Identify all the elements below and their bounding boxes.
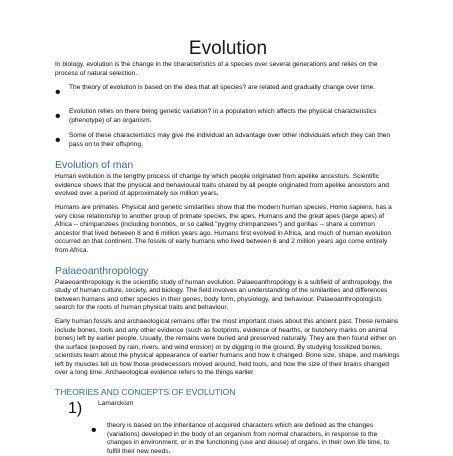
bullet-item: [55, 132, 401, 150]
section-paragraph: Early human fossils and archaeological remains offer the most important clues about this ancient past. These remains include bones, tools and any other evidence (such as footprints, evidence of hearths, or butchery marks on animal bones) left by earlier people. Usually, the remains were buried and preserved naturally. They are then found either on the surface (exposed by rain, rivers, and wind erosion) or by digging in the ground. By studying fossilized bones, scientists learn about the physical appearance of earlier humans and how it changed. Bone size, shape, and markings left by muscles tell us how those predecessors moved around, held tools, and how the size of their brains changed over a long time. Archaeological evidence refers to the things earlier: [55, 317, 400, 377]
sub-bullet-text: theory is based on the inheritance of acquired characters which are defined as the changes (variations) developed in the body of an organism from normal characters, in response to the changes in environment, or in the functioning (use and disuse) of organs, in their own life time, to fulfill their new needs.: [107, 422, 390, 455]
bullet-symbol: •: [55, 84, 61, 102]
intro-paragraph: In biology, evolution is the change in the characteristics of a species over several generations and relies on the process of natural selection.: [55, 61, 378, 77]
bullet-symbol: •: [55, 132, 61, 150]
bullet-symbol: •: [55, 108, 61, 126]
item-number: 1): [68, 400, 83, 418]
sub-bullet-item: [55, 422, 401, 456]
document-title: Evolution: [188, 38, 268, 59]
item-label: Lamarckism: [98, 400, 134, 408]
section-paragraph: Human evolution is the lengthy process of change by which people originated from apelike ancestors. Scientific evidence shows that the physical and behavioural traits shared by all people originated from apelike ancestors and evolved over a period of approximately six million years.: [55, 173, 389, 198]
section-paragraph: Palaeoanthropology is the scientific study of human evolution. Palaeoanthropology is a subfield of anthropology, the study of human culture, society, and biology. The field involves an understanding of the similarities and differences between humans and other species in their genes, body form, physiology, and behaviour. Palaeoanthropologists search for the roots of human physical traits and behaviour.: [55, 278, 393, 312]
bullet-text: Some of these characteristics may give the individual an advantage over other individuals which they can then pass on to their offspring.: [69, 132, 391, 148]
section-heading-evolution-of-man: Evolution of man: [55, 159, 134, 172]
bullet-text: Evolution relies on there being genetic variation? in a population which affects the physical characteristics (phenotype) of an organism.: [69, 108, 377, 124]
section-heading-palaeoanthropology: Palaeoanthropology: [55, 264, 149, 277]
bullet-item: [55, 84, 401, 102]
bullet-symbol: •: [91, 422, 97, 440]
section-paragraph: Humans are primates. Physical and genetic similarities show that the modern human species, Homo sapiens, has a very close relationship to another group of primate species, the apes. Humans and the great apes (large apes) of Africa -- chimpanzees (including bonobos, or so called "pygmy chimpanzees") and gorillas -- share a common ancestor that lived between 8 and 6 million years ago. Humans first evolved in Africa, and much of human evolution occurred on that continent. The fossils of early humans who lived between 6 and 2 million years ago come entirely from Africa.: [55, 203, 392, 254]
numbered-item: [55, 400, 401, 418]
bullet-item: [55, 108, 401, 126]
section-heading-theories: THEORIES AND CONCEPTS OF EVOLUTION: [55, 387, 236, 398]
bullet-text: The theory of evolution is based on the idea that all species? are related and gradually change over time.: [69, 84, 376, 92]
